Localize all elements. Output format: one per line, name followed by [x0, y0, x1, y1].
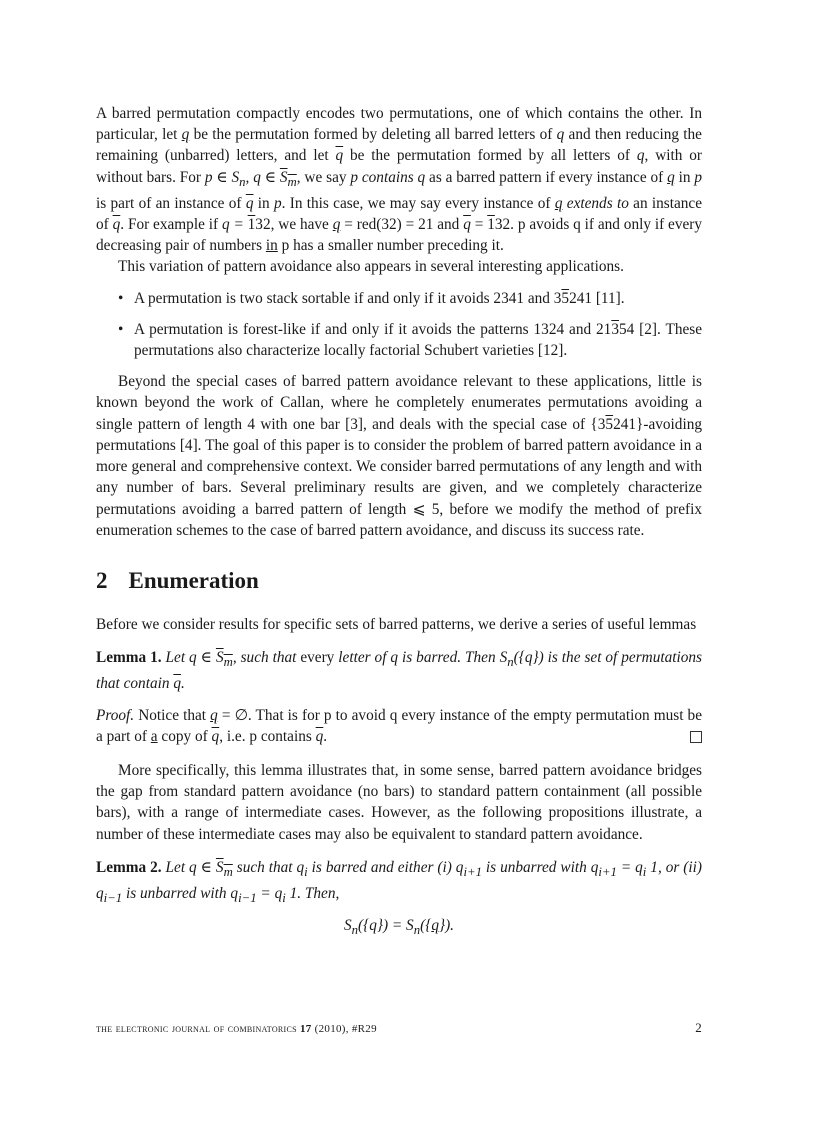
section-number: 2	[96, 567, 108, 593]
list-item: • A permutation is two stack sortable if and only if it avoids 2341 and 35241 [11].	[96, 288, 702, 309]
page-number: 2	[695, 1020, 702, 1035]
section-title: Enumeration	[128, 567, 259, 593]
display-equation: $S_n(\{q\}) = S_n(\{q\})$.	[343, 917, 455, 938]
page-body	[96, 103, 702, 942]
beyond-paragraph: Beyond the special cases of barred pattern avoidance relevant to these applications, little is known beyond the work of Callan, where he completely enumerates permutations avoiding a single pattern of length 4 with one bar [3], and deals with the special case of {35241}-avoiding permutations [4]. The goal of this paper is to consider the problem of barred pattern avoidance in a more general and comprehensive context. We consider barred permutations of any length and with any number of bars. Several preliminary results are given, and we completely characterize permutations avoiding a barred pattern of length ⩽ 5, before we modify the method of prefix enumeration schemes to the case of barred pattern avoidance, and discuss its success rate.	[96, 373, 702, 539]
applications-list	[96, 288, 702, 362]
section-heading	[96, 567, 702, 595]
page-footer	[96, 1020, 702, 1036]
lemma-2: Lemma 2. Let q ∈ $S_m$ such that $q_i$ is barred and either (i) $q_{i+1}$ is unbarred with $q_{i+1} = q_i$ 1, or (ii) $q_{i-1}$ is unbarred with $q_{i-1} = q_i$ 1. Then,	[96, 858, 702, 906]
section-intro: Before we consider results for specific sets of barred patterns, we derive a series of useful lemmas	[96, 615, 697, 633]
bullet-icon: •	[118, 289, 124, 307]
journal-citation: the electronic journal of combinatorics 17 (2010), #R29	[96, 1021, 377, 1035]
qed-icon	[690, 731, 702, 743]
variation-sentence: This variation of pattern avoidance also appears in several interesting applications.	[118, 258, 624, 276]
proof-1: Proof. Notice that q = ∅. That is for p to avoid q every instance of the empty permutation must be a part of a copy of $\overline{q}$, i.e. p contains $\overline{q}$.	[96, 706, 702, 745]
list-item: • A permutation is forest-like if and only if it avoids the patterns 1324 and 21354 [2]. These permutations also characterize locally factorial Schubert varieties [12].	[118, 320, 702, 360]
lemma-1: Lemma 1. Let q ∈ $S_m$, such that every letter of q is barred. Then $S_n(\{q\})$ is the set of permutations that contain $\overline{q}$.	[96, 649, 702, 693]
intro-paragraph: A barred permutation compactly encodes two permutations, one of which contains the other. In particular, let q be the permutation formed by deleting all barred letters of q and then reducing the remaining (unbarred) letters, and let $\overline{q}$ be the permutation formed by all letters of q, with or without bars. For p ∈ $S_n$, q ∈ $S_m$, we say p contains q as a barred pattern if every instance of q in p is part of an instance of $\overline{q}$ in p. In this case, we may say every instance of q extends to an instance of $\overline{q}$. For example if q = 132, we have q = red(32) = 21 and $\overline{q} = 132$. p avoids q if and only if every decreasing pair of numbers in p has a smaller number preceding it.	[96, 105, 703, 255]
bullet-icon: •	[118, 320, 124, 338]
more-paragraph: More specifically, this lemma illustrates that, in some sense, barred pattern avoidance bridges the gap from standard pattern avoidance (no bars) to standard pattern containment (all possible bars), with a range of intermediate cases. However, as the following propositions illustrate, a number of these intermediate cases may also be equivalent to standard pattern avoidance.	[96, 761, 702, 843]
